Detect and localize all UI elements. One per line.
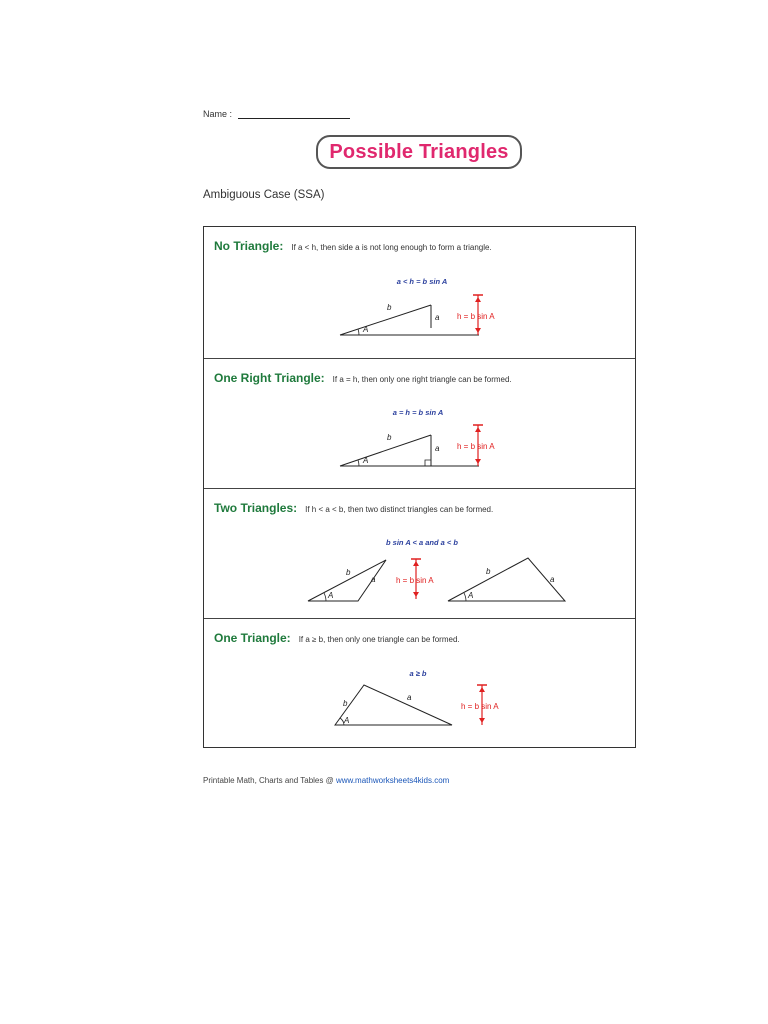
section-one-right-triangle	[204, 358, 635, 488]
name-field-row	[203, 108, 350, 119]
label-angle-a-right: A	[468, 591, 474, 600]
section-title: Two Triangles:	[214, 501, 298, 515]
page-subtitle: Ambiguous Case (SSA)	[203, 189, 325, 201]
height-label: h = b sin A	[457, 312, 495, 321]
name-blank-line	[238, 108, 350, 119]
two-triangles-diagram	[204, 489, 637, 619]
label-b: b	[387, 303, 392, 312]
section-description: If a < h, then side a is not long enough to form a triangle.	[291, 243, 492, 252]
formula-text: a < h = b sin A	[396, 277, 448, 286]
section-title: No Triangle:	[214, 239, 284, 253]
section-description: If a = h, then only one right triangle can be formed.	[332, 375, 512, 384]
section-title: One Triangle:	[214, 631, 291, 645]
label-angle-a: A	[344, 716, 350, 725]
formula-text: b sin A < a and a < b	[386, 538, 458, 547]
section-one-triangle	[204, 618, 635, 747]
label-b: b	[387, 433, 392, 442]
right-angle-mark	[425, 460, 431, 466]
label-b-left: b	[346, 568, 351, 577]
label-a: a	[435, 313, 440, 322]
footer	[203, 776, 449, 785]
section-description: If a ≥ b, then only one triangle can be formed.	[298, 635, 460, 644]
footer-site-link[interactable]: www.mathworksheets4kids.com	[335, 776, 450, 785]
label-a-right: a	[550, 575, 555, 584]
formula-text: a = h = b sin A	[392, 408, 444, 417]
height-label: h = b sin A	[457, 442, 495, 451]
triangle	[335, 685, 452, 725]
no-triangle-diagram	[204, 227, 637, 357]
footer-text: Printable Math, Charts and Tables @	[203, 776, 336, 785]
height-label: h = b sin A	[461, 702, 499, 711]
label-a: a	[435, 444, 440, 453]
page-title: Possible Triangles	[316, 135, 522, 169]
label-b: b	[343, 699, 348, 708]
acute-triangle	[448, 558, 565, 601]
height-label: h = b sin A	[396, 576, 434, 585]
label-angle-a-left: A	[328, 591, 334, 600]
section-two-triangles	[204, 488, 635, 618]
cases-box	[203, 226, 636, 748]
section-description: If h < a < b, then two distinct triangles can be formed.	[305, 505, 494, 514]
one-triangle-diagram	[204, 619, 637, 749]
side-b	[340, 435, 431, 466]
formula-text: a ≥ b	[409, 669, 427, 678]
angle-arc	[358, 460, 359, 466]
label-a-left: a	[371, 575, 376, 584]
section-no-triangle	[204, 227, 635, 358]
side-b	[340, 305, 431, 335]
right-triangle-diagram	[204, 359, 637, 489]
label-angle-a: A	[363, 456, 369, 465]
angle-arc	[358, 329, 359, 335]
label-a: a	[407, 693, 412, 702]
name-label: Name :	[203, 109, 233, 119]
label-angle-a: A	[363, 325, 369, 334]
label-b-right: b	[486, 567, 491, 576]
section-title: One Right Triangle:	[214, 371, 325, 385]
